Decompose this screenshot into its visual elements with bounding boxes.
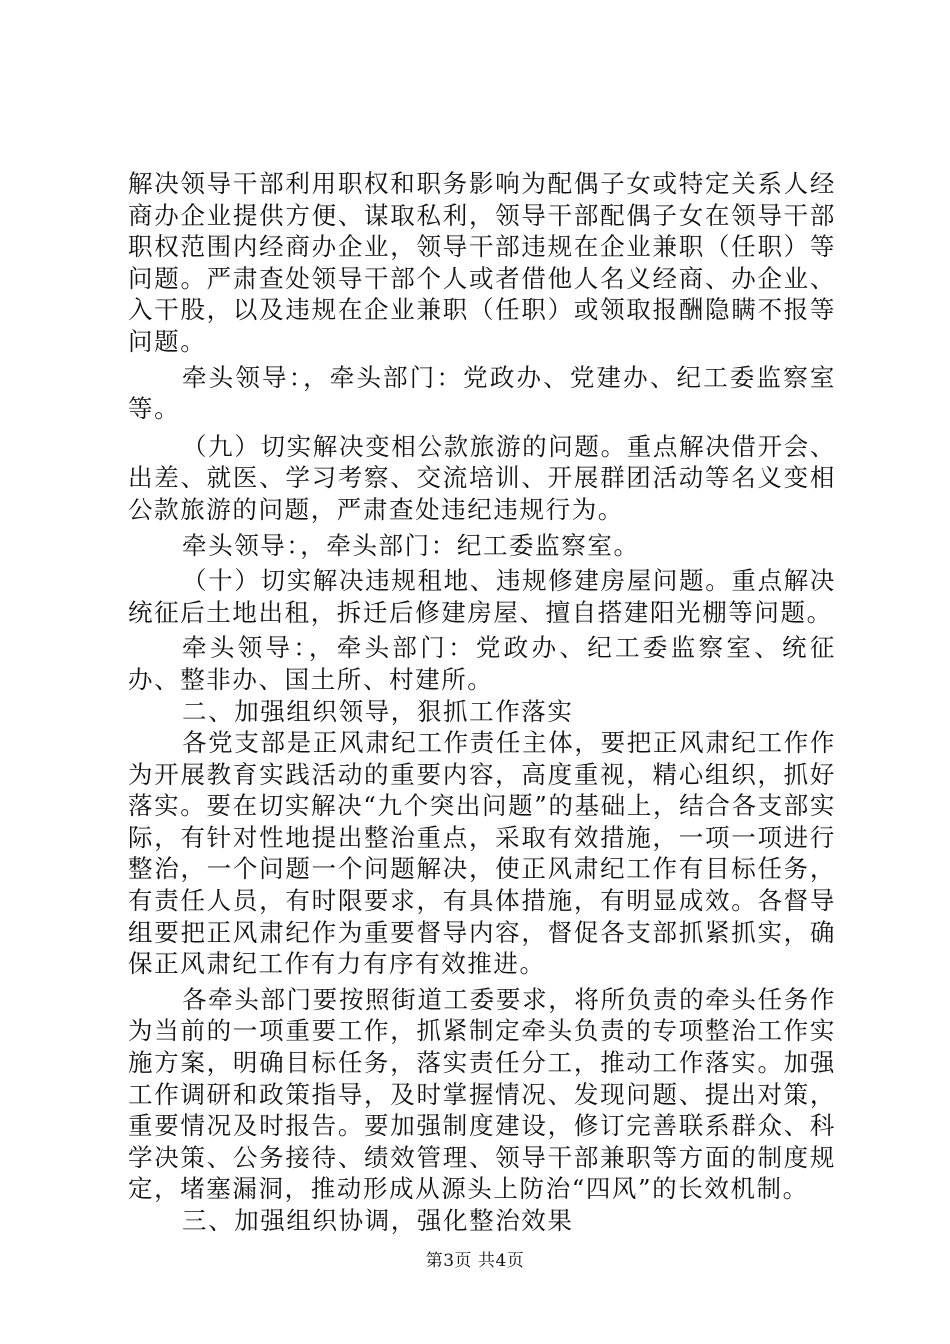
document-body xyxy=(128,168,836,1237)
paragraph-body: 各牵头部门要按照街道工委要求，将所负责的牵头任务作为当前的一项重要工作，抓紧制定牵头负责的专项整治工作实施方案，明确目标任务，落实责任分工，推动工作落实。加强工作调研和政策指导，及时掌握情况、发现问题、提出对策，重要情况及时报告。要加强制度建设，修订完善联系群众、科学决策、公务接待、绩效管理、领导干部兼职等方面的制度规定，堵塞漏洞，推动形成从源头上防治“四风”的长效机制。 xyxy=(128,984,836,1204)
paragraph-lead-assignment: 牵头领导：，牵头部门：党政办、党建办、纪工委监察室等。 xyxy=(128,362,836,424)
paragraph-item-ten: （十）切实解决违规租地、违规修建房屋问题。重点解决统征后土地出租，拆迁后修建房屋、擅自搭建阳光棚等问题。 xyxy=(128,566,836,627)
paragraph-body: 各党支部是正风肃纪工作责任主体，要把正风肃纪工作作为开展教育实践活动的重要内容，高度重视，精心组织，抓好落实。要在切实解决“九个突出问题”的基础上，结合各支部实际，有针对性地提出整治重点，采取有效措施，一项一项进行整治，一个问题一个问题解决，使正风肃纪工作有目标任务，有责任人员，有时限要求，有具体措施，有明显成效。各督导组要把正风肃纪作为重要督导内容，督促各支部抓紧抓实，确保正风肃纪工作有力有序有效推进。 xyxy=(128,728,836,979)
page-number-footer: 第3页 共4页 xyxy=(425,1251,525,1271)
paragraph-item-nine: （九）切实解决变相公款旅游的问题。重点解决借开会、出差、就医、学习考察、交流培训、开展群团活动等名义变相公款旅游的问题，严肃查处违纪违规行为。 xyxy=(128,431,836,524)
paragraph-lead-assignment: 牵头领导：，牵头部门：党政办、纪工委监察室、统征办、整非办、国土所、村建所。 xyxy=(128,633,836,694)
paragraph-lead-assignment: 牵头领导：，牵头部门：纪工委监察室。 xyxy=(182,530,640,560)
section-heading: 二、加强组织领导，狠抓工作落实 xyxy=(182,696,574,726)
paragraph-continuation: 解决领导干部利用职权和职务影响为配偶子女或特定关系人经商办企业提供方便、谋取私利，领导干部配偶子女在领导干部职权范围内经商办企业，领导干部违规在企业兼职（任职）等问题。严肃查处领导干部个人或者借他人名义经商、办企业、入干股，以及违规在企业兼职（任职）或领取报酬隐瞒不报等问题。 xyxy=(128,169,836,356)
section-heading: 三、加强组织协调，强化整治效果 xyxy=(182,1206,574,1235)
